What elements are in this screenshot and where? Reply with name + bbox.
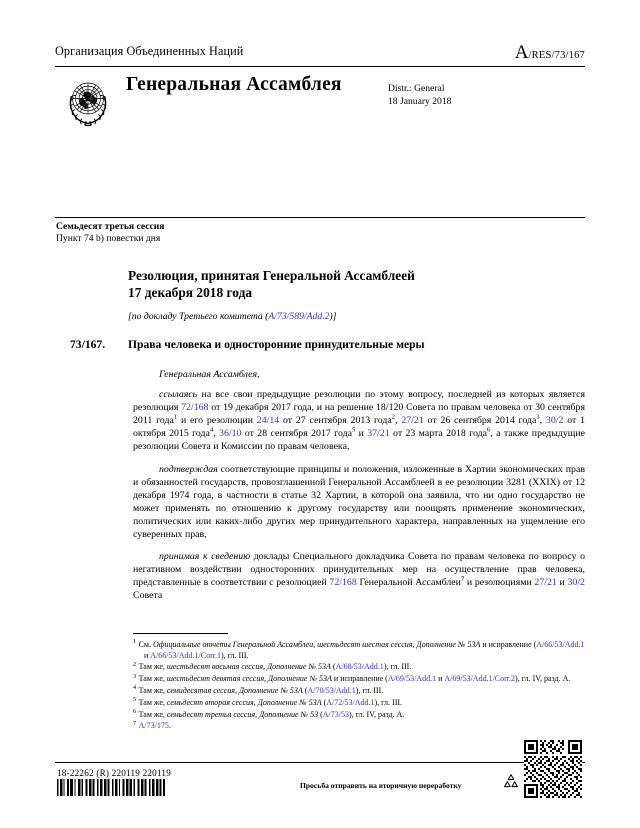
paragraph-container [133, 388, 585, 602]
resolution-number: 73/167. [70, 338, 106, 351]
session-number: Семьдесят третья сессия [56, 221, 165, 232]
footnote-marker: 7 [133, 719, 137, 727]
report-reference-close: )] [329, 311, 337, 322]
body-paragraph: подтверждая соответствующие принципы и положения, изложенные в Хартии экономических прав и обязанностей государств, провозглашенной Генеральной Ассамблеей в ее резолюции 3281 (XXIX) от 12 декабря 1974 года, в частности в статье 32 Хартии, в которой она заявила, что ни одно государство не может применять по отношению к другому государству или поощрять применение экономических, политических или каких-либо других мер принудительного характера, направленных на ущемление его суверенных прав, [133, 463, 585, 541]
footnote-marker: 4 [133, 684, 137, 692]
footnote-marker: 1 [133, 638, 137, 646]
footer-rule [55, 762, 585, 763]
footnote-separator [133, 633, 228, 634]
document-symbol-prefix: A [514, 42, 529, 63]
qr-code [524, 740, 582, 798]
resolution-body [133, 368, 585, 612]
footnote-item: $^5$ Там же, семьдесят вторая сессия, Дополнение № 53A (A/72/53/Add.1), гл. III. [133, 696, 403, 707]
header-rule-thick [55, 66, 585, 67]
salutation: Генеральная Ассамблея, [159, 369, 260, 380]
barcode [57, 779, 165, 796]
footnote-item: $^2$ Там же, шестьдесят восьмая сессия, Дополнение № 53A (A/68/53/Add.1), гл. III. [133, 660, 412, 672]
footnote-item: $^1$ См. Официальные отчеты Генеральной Ассамблеи, шестьдесят шестая сессия, Дополнение № 53A и исправление (A/66/53/Add.1 и A/66/53/Add.1/Corr.1), гл. III. [133, 638, 585, 660]
header-rule-thin [55, 217, 585, 218]
distribution-block [388, 82, 451, 108]
footnote-item: $^4$ Там же, семидесятая сессия, Дополнение № 53A (A/70/53/Add.1), гл. III. [133, 684, 384, 695]
footnote-marker: 3 [133, 672, 137, 680]
document-symbol [515, 42, 585, 64]
paragraph-lead-in: ссылаясь [159, 389, 198, 401]
report-reference [128, 311, 336, 322]
resolution-title-line [70, 338, 585, 351]
un-emblem [57, 70, 119, 132]
footnote-list [133, 640, 585, 733]
document-symbol-rest: /RES/73/167 [528, 50, 585, 61]
resolution-heading-line2: 17 декабря 2018 года [128, 284, 253, 300]
footnote-item: $^6$ Там же, семьдесят третья сессия, Дополнение № 53 (A/73/53), гл. IV, разд. A. [133, 707, 405, 719]
resolution-heading-line1: Резолюция, принятая Генеральной Ассамблеей [128, 268, 415, 283]
general-assembly-title: Генеральная Ассамблея [126, 74, 342, 95]
footnote-item: $^7$ A/73/175. [133, 719, 171, 731]
body-paragraph: принимая к сведению доклады Специального докладчика Совета по правам человека по вопросу о негативном воздействии односторонних принудительных мер на осуществление прав человека, представленные в соответствии с резолюцией 72/168 Генеральной Ассамблеи$^7$ и резолюциями 27/21 и 30/2 Совета [133, 551, 585, 602]
report-reference-open: [по докладу Третьего комитета ( [128, 311, 269, 322]
resolution-heading [128, 268, 415, 301]
job-number: 18-22262 (R) 220119 220119 [57, 768, 171, 778]
agenda-item: Пункт 74 b) повестки дня [56, 233, 161, 245]
report-reference-link[interactable]: A/73/589/Add.2 [268, 311, 330, 322]
footnote-marker: 2 [133, 660, 137, 668]
job-block [57, 768, 171, 796]
session-block [56, 221, 164, 246]
distribution-type: Distr.: General [388, 83, 445, 94]
organization-name: Организация Объединенных Наций [55, 44, 244, 58]
recycle-icon [501, 772, 521, 792]
body-paragraph: ссылаясь на все свои предыдущие резолюции по этому вопросу, последней из которых является резолюция 72/168 от 19 декабря 2017 года, и на решение 18/120 Совета по правам человека от 30 сентября 2011 года$^1$ и его резолюции 24/14 от 27 сентября 2013 года$^2$, 27/21 от 26 сентября 2014 года$^3$, 30/2 от 1 октября 2015 года$^4$, 36/10 от 28 сентября 2017 года$^5$ и 37/21 от 23 марта 2018 года$^6$, а также предыдущие резолюции Совета и Комиссии по правам человека, [133, 389, 586, 453]
distribution-date: 18 January 2018 [388, 96, 452, 107]
footnote-marker: 5 [133, 696, 137, 704]
masthead [55, 44, 585, 68]
resolution-title: Права человека и односторонние принудительные меры [128, 338, 425, 351]
footnote-item: $^3$ Там же, шестьдесят девятая сессия, Дополнение № 53A и исправление (A/69/53/Add.1 и A/69/53/Add.1/Corr.2), гл. IV, разд. A. [133, 672, 571, 684]
footnote-marker: 6 [133, 707, 137, 715]
paragraph-lead-in: принимая к сведению [159, 551, 251, 563]
paragraph-lead-in: подтверждая [159, 463, 218, 475]
recycle-note: Просьба отправить на вторичную переработку [300, 781, 462, 790]
